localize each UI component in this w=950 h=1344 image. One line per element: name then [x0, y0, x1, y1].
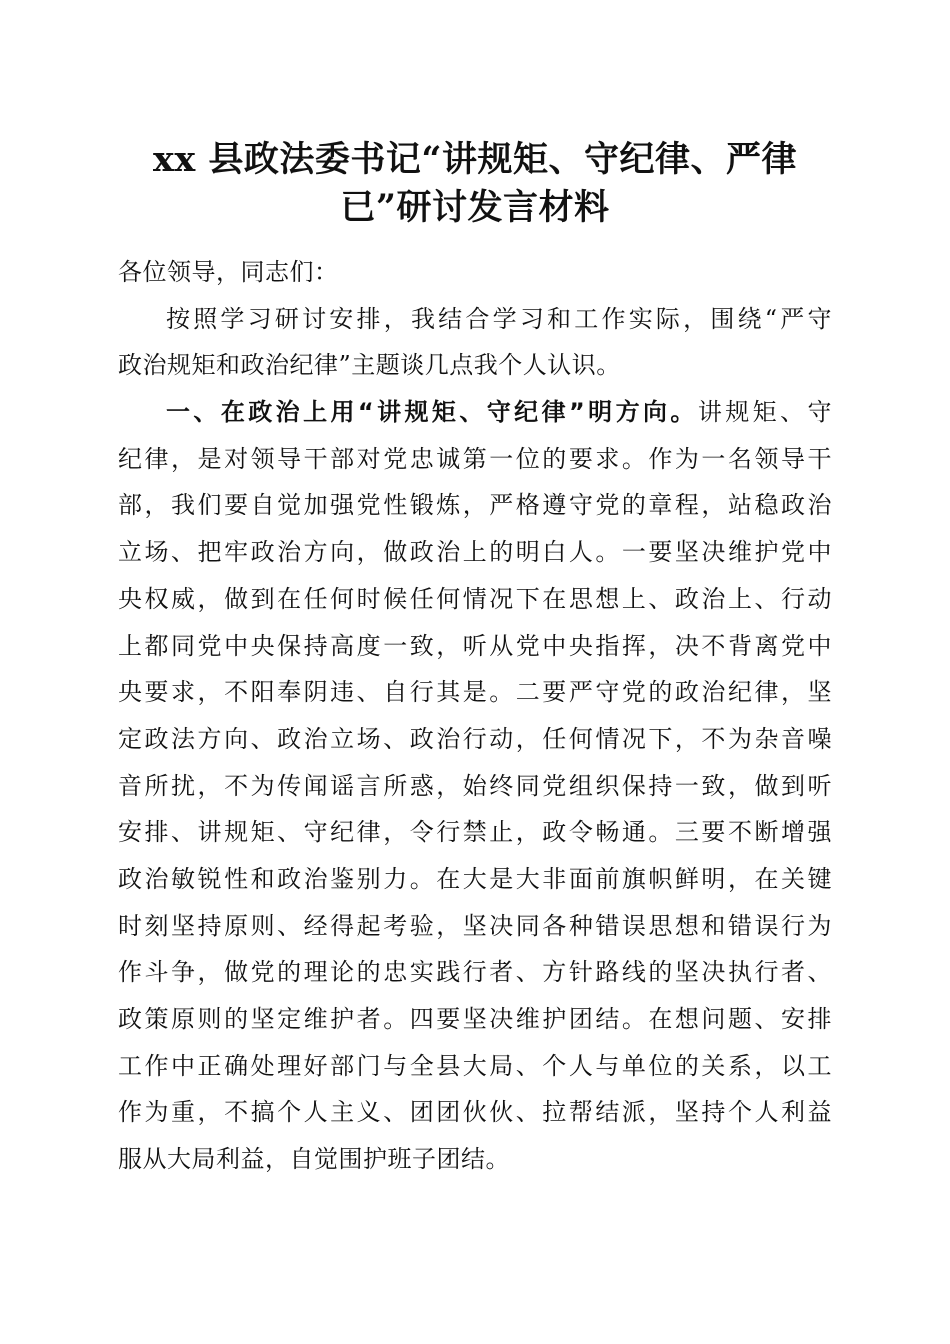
section-1-first-line-rest: 讲规矩、守 [697, 398, 833, 427]
paragraph-line: 作为重，不搞个人主义、团团伙伙、拉帮结派，坚持个人利益 [118, 1098, 832, 1127]
paragraph-line: 央权威，做到在任何时候任何情况下在思想上、政治上、行动 [118, 584, 832, 613]
document-body [118, 249, 832, 1183]
paragraph-line: 时刻坚持原则、经得起考验，坚决同各种错误思想和错误行为 [118, 911, 832, 940]
intro-line: 按照学习研讨安排，我结合学习和工作实际，围绕“严守 [166, 304, 832, 333]
paragraph-line: 政治敏锐性和政治鉴别力。在大是大非面前旗帜鲜明，在关键 [118, 864, 832, 893]
paragraph-line: 作斗争，做党的理论的忠实践行者、方针路线的坚决执行者、 [118, 958, 832, 987]
paragraph-line: 部，我们要自觉加强党性锻炼，严格遵守党的章程，站稳政治 [118, 491, 832, 520]
section-1-first-line [118, 389, 832, 436]
title-line-1: xx 县政法委书记“讲规矩、守纪律、严律 [152, 139, 798, 180]
paragraph-line: 上都同党中央保持高度一致，听从党中央指挥，决不背离党中 [118, 631, 832, 660]
paragraph-line: 政策原则的坚定维护者。四要坚决维护团结。在想问题、安排 [118, 1005, 832, 1033]
paragraph-line: 定政法方向、政治立场、政治行动，任何情况下，不为杂音噪 [118, 724, 832, 753]
paragraph-line: 服从大局利益，自觉围护班子团结。 [118, 1145, 510, 1174]
paragraph-line: 央要求，不阳奉阴违、自行其是。二要严守党的政治纪律，坚 [118, 678, 832, 707]
paragraph-line: 音所扰，不为传闻谣言所惑，始终同党组织保持一致，做到听 [118, 771, 832, 800]
paragraph-line: 纪律，是对领导干部对党忠诚第一位的要求。作为一名领导干 [118, 444, 832, 473]
section-1-heading: 一、在政治上用“讲规矩、守纪律”明方向。 [166, 398, 698, 427]
paragraph-line: 立场、把牢政治方向，做政治上的明白人。一要坚决维护党中 [118, 538, 832, 567]
paragraph-line: 工作中正确处理好部门与全县大局、个人与单位的关系，以工 [118, 1051, 832, 1080]
intro-line: 政治规矩和政治纪律”主题谈几点我个人认识。 [118, 351, 621, 380]
title-line-2: 已”研讨发言材料 [340, 187, 610, 228]
document-title [118, 136, 832, 232]
salutation: 各位领导，同志们： [118, 258, 339, 286]
paragraph-line: 安排、讲规矩、守纪律，令行禁止，政令畅通。三要不断增强 [118, 818, 832, 847]
